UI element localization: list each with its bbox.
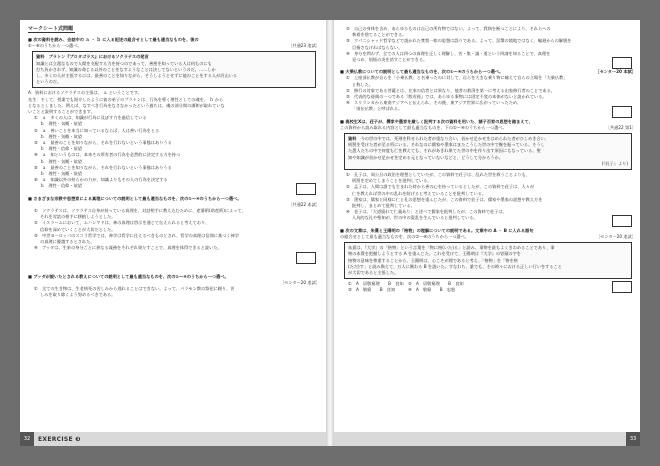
q3-option-cont: 執着を捨てることができる。	[352, 32, 407, 38]
q6-box-line: が大切であると主張した。	[348, 269, 399, 275]
q1-head: ■ 次の資料を読み、会話中の ａ ・ ｂ に入る記述の組合せとして最も適当なものを、後の	[28, 37, 199, 42]
answer-box[interactable]	[612, 106, 632, 118]
q1-option: ① ａ 多くの人は、知識が行為に及ぼす力を過信している	[34, 115, 147, 121]
q1-option: ② ａ 善いことを本当に知っているならば、人は善い行為をとる	[34, 127, 160, 133]
q2-head: ■ さまざまな宗教や思想家による真理についての説明として最も適当なものを、次の①〜④のうちから一つ選べ。	[28, 195, 242, 201]
left-page	[20, 20, 326, 446]
left-footer	[20, 432, 326, 446]
q5-box-line: 知や知識が首かせ足かせを定める元となっていないなどと、どうして分かろうか。	[348, 154, 503, 160]
q5-option: ③ 墨家は、儒家と同様に仁と礼の思想を重んじたが、この資料で荘子は、儒家や墨家の思想や教え方を	[346, 196, 543, 202]
answer-box[interactable]	[612, 57, 632, 69]
q6-box-line: 格物の意味を尊重することから、王陽明は、心こそが理であると考え、「格物」を「物を格	[348, 257, 518, 263]
q5-head2: この資料から読み取れる内容として最も適当なものを、下の①〜④のうちから一つ選べ。 ［共通22 第1］	[340, 124, 636, 130]
q4-option: ④ スリランカから東南アジアへと伝えられ、その後、東アジア世界に広がっていったため、	[346, 100, 522, 106]
q6-box-line: 物の本質を把握しようとする A を重んじた。これを受けて、王陽明は『大学』の冒頭の字を	[348, 251, 521, 257]
q5-option-cont: 人為的な礼や聖知が、世の中の混乱を生んでいると批判している。	[340, 215, 636, 221]
q3-option: ③ ウパニシャッド哲学などで説かれた梵我一如の思想は誤りである。よって、涅槃の境地ではなく、輪廻からの解脱を	[346, 38, 572, 44]
q5-source-box	[344, 133, 632, 170]
q6-box-line: (ただ)す」と読み換えて、万人に備わる B を説いた。すなわち、誰でも、その時々における正しい行いをすること	[348, 263, 562, 269]
q6-option: ④ A 敬窮 B 忠恕	[408, 286, 456, 292]
q2-option: ④ ブッダは、生来の身分ごとに異なる義務をそれぞれ果たすことで、真理を体得できると説いた。	[34, 245, 222, 251]
question-6	[340, 228, 636, 293]
q2-option: ② イスラームにおいて、ムハンマドは、神の真理は啓示を通じて伝えられると考えており、	[34, 220, 210, 226]
q5-option-cont: 仁を教えれば世の中の乱れを防げると考えていることを批判している。	[352, 190, 487, 196]
q6-options-table	[346, 281, 466, 293]
q4-option: ③ 代表的な経典の一つである『般若経』では、あらゆる事物には固定不変の本体がないと説かれている。	[346, 94, 547, 100]
answer-box[interactable]	[612, 215, 632, 227]
q1-dialogue: A：資料におけるソクラテスの主張は、 ａ ということです。	[28, 90, 142, 96]
question-2	[28, 196, 320, 264]
q3-head: ■ ブッダが説いたとされる教えについての説明として最も適当なものを、次の①〜④のうちから一つ選べ。	[28, 273, 229, 279]
q3-option: ① 全ての生き物は、生老病死の苦しみから逃れることはできない。よって、バラモン教の祭祀に頼り、苦	[34, 285, 235, 291]
q2-option-cont: の真理に優越するとされた。	[40, 239, 95, 245]
q2-answer-row	[28, 252, 320, 264]
q3-option: ④ 身分を問わず、全ての人は四つの真理を正しく理解し、苦・集・滅・道という四諦を知ることで、真理を	[346, 50, 551, 56]
q5-option: ① 孔子は、周公旦の政治を理想としていたが、この資料で荘子は、乱れた世を救うことよりも、	[346, 172, 530, 178]
q1-dialogue: いことと説明することができます。	[28, 109, 95, 115]
right-page	[334, 20, 640, 446]
q3-option-cont: 目指さなければならない。	[352, 44, 403, 50]
q1-option-sub: ｂ 理性・気概・欲望	[40, 158, 82, 164]
right-content	[340, 26, 636, 293]
q5-option: ② 孟子は、人間は誰でも生まれた時から善の心を持っているとしたが、この資料で荘子は、人々が	[346, 184, 535, 190]
question-5	[340, 119, 636, 222]
q5-head: ■ 高校生Xは、荘子が、儒家や墨家を厳しく批判する次の資料を用いた、諸子百家の思想を踏まえて、	[340, 118, 533, 124]
q4-option: ① 上座部仏教が自らを「小乗仏教」と名乗ったのに対して、自らを大きな乗り物に喩えて自らの立場を「大乗仏教」	[346, 75, 568, 81]
q1-source: ［共通23 追試］	[288, 43, 320, 49]
question-3-continued	[340, 26, 636, 63]
question-3	[28, 274, 320, 299]
q5-box-citation: (『荘子』より)	[601, 160, 628, 166]
q5-option-cont: 批判し、まとめて批判している。	[352, 203, 415, 209]
q4-option-cont: 「南伝仏教」と呼ばれる。	[340, 106, 636, 112]
q1-box-title: 資料 プラトン『プロタゴラス』におけるソクラテスの発言	[36, 54, 149, 60]
q6-option: ② A 居敬窮理 B 良知	[408, 281, 464, 287]
q3-source: ［センター20 追試］	[280, 279, 320, 285]
answer-box[interactable]	[612, 281, 632, 293]
q1-option-sub: ｂ 理性・気概・欲望	[40, 121, 82, 127]
q2-option-cont: 信仰を深めていくことが大切だとした。	[40, 226, 116, 232]
q1-head2: ①〜⑧のうちから一つ選べ。 ［共通23 追試］	[28, 43, 320, 49]
q4-option-cont: と称した。	[352, 81, 373, 87]
q4-option: ② 修行の対象である菩薩とは、在家の信者とは異なり、他者の救済を第一に考える出家修行者のことである。	[346, 87, 555, 93]
q2-option-cont: それを対話の相手に移植しようとした。	[40, 214, 116, 220]
question-1	[28, 37, 320, 190]
q2-option: ① ソクラテスは、ソクラテス自身が持っている真理を、対話相手に教え込むために、産婆術(助産術)によって、	[34, 208, 246, 214]
q1-box-line: し、多くの人が主張するには、最善のことを知りながら、そうしようとせずに他のことをする人が沢山いる	[36, 73, 238, 79]
q1-option: ④ ａ 知というものは、本来その所有者の行為を必然的に決定する力を持つ	[34, 152, 181, 158]
q1-option: ③ ａ 最善のことを知りながら、それを行わないという事態はありうる	[34, 140, 172, 146]
q1-option-sub: ｂ 理性・信仰・欲望	[40, 146, 82, 152]
q6-option: ① A 居敬窮理 B 良知	[348, 281, 404, 287]
section-title: マークシート式問題	[28, 26, 74, 32]
q2-source: ［共通22 本試］	[288, 201, 320, 207]
q5-box-line: た愚人たちの中で何度も仁を教えても、それがあきれ果てた世の中を作り出す原因にもなっている。聖	[348, 148, 541, 154]
q1-box-line: 打ち負かされず、知識の命じる以外のことをなすようなことは決してないというのだ。……しか	[36, 66, 216, 72]
left-content	[28, 26, 320, 298]
q3-option-cont: しみを取り除くよう努めるべきである。	[40, 292, 116, 298]
q6-box-line: 朱熹は、『大学』の「格物」という言葉を「物に格(いた)る」と読み、事物を最もよくきわめることであり、事	[348, 245, 555, 251]
q1-option-sub: ｂ 理性・気概・欲望	[40, 171, 82, 177]
q6-head: ■ 次の文章は、朱熹と王陽明の「格物」の理解についての説明である。文章中の A ・ B に入れる語句	[340, 227, 534, 233]
answer-box[interactable]	[296, 183, 316, 195]
q1-option: ⑤ ａ 最善のことを知りながら、それを行わないという事態はありうる	[34, 164, 172, 170]
q5-box-line: 刑罰を受けた者が至る所にいる。それなのに儒家や墨家はまたこうした世の中で腕を振っている。そうし	[348, 142, 545, 148]
q5-box-line: 資料 今の世の中では、死刑を科せられた者が重なり合い、首かせ足かせをはめられた者がひしめき合い、	[348, 136, 550, 142]
q1-box-line: というのだ。	[36, 79, 62, 85]
q6-source: ［センター20 追試］	[596, 233, 636, 239]
page-number-left: 32	[20, 432, 34, 446]
q1-option: ⑥ ａ 知識以外の何らかの力が、知識よりもその人の行為を決定する	[34, 177, 168, 183]
q6-passage-box	[344, 242, 632, 279]
q5-source: ［共通22 第1］	[605, 124, 636, 130]
q2-option: ③ 中世ヨーロッパのスコラ哲学では、神学は哲学に仕えるべきものとされ、哲学の真理は信仰に基づく神学	[34, 232, 239, 238]
q3-option-cont: 見つめ、煩悩の炎を消すことができる。	[340, 57, 636, 63]
q4-head: ■ 大乗仏教についての説明として最も適当なものを、次の①〜④のうちから一つ選べ。 ［センター20 本試］	[340, 69, 636, 75]
q1-option-sub: ｂ 理性・気概・欲望	[40, 133, 82, 139]
q4-source: ［センター20 本試］	[595, 69, 636, 75]
q1-option-sub: ｂ 理性・信仰・欲望	[28, 183, 320, 189]
page-number-right: 33	[626, 432, 640, 446]
q1-dialogue: 先生：そして、授業でも紹介したように彼の弟子のプラトンは、行為を導く理性としての魂を、 ｂ から	[28, 96, 224, 102]
q3-option: ② 自己の身体を含め、あらゆるものは自己の所有物ではない。よって、我執を断つことにより、それらへの	[346, 26, 551, 31]
q1-dialogue: となるとしました。例えば、なすべき行為をなさなかったという過ちは、魂の部分間の調和が取れていな	[28, 102, 225, 108]
answer-box[interactable]	[296, 252, 316, 264]
q1-source-box	[32, 51, 316, 88]
exercise-label: EXERCISE ❸	[38, 436, 81, 443]
book-gutter	[326, 20, 334, 446]
table-row	[346, 287, 466, 293]
q5-option-cont: 刑罰を定めてしまうことを批判している。	[352, 178, 432, 184]
question-4	[340, 69, 636, 112]
q5-option: ④ 老子は、「大道廃れて仁義あり」と述べて儒家を批判したが、この資料で荘子は、	[346, 209, 507, 215]
q1-box-line: 知識とは立派なもので人間を支配する力を持つのであって、善悪を知っている人は何ものにも	[36, 60, 212, 66]
q6-option: ③ A 敬窮 B 良知	[348, 286, 396, 292]
q6-head2: の組合せとして最も適当なものを、次の①〜④のうちから一つ選べ。 ［センター20 追試］	[340, 233, 636, 239]
right-footer	[334, 432, 640, 446]
